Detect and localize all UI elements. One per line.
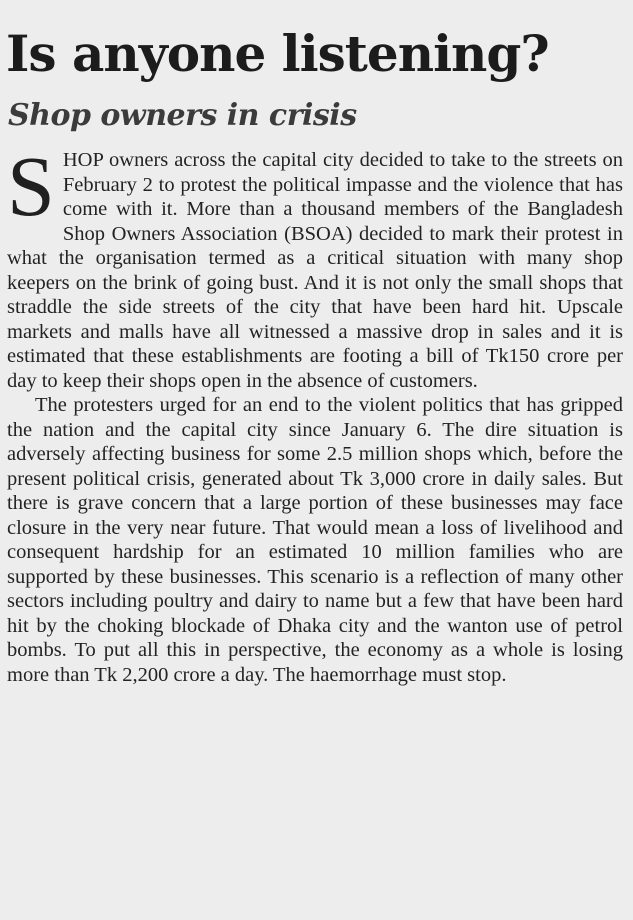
paragraph-1 [7, 138, 623, 393]
paragraph-2: The protesters urged for an end to the violent politics that has gripped the nation and the capital city since January 6. The dire situation is adversely affecting business for some 2.5 million shops which, before the present political crisis, generated about Tk 3,000 crore in daily sales. But there is grave concern that a large portion of these businesses may face closure in the very near future. That would mean a loss of livelihood and consequent hardship for an estimated 10 million families who are supported by these businesses. This scenario is a reflection of many other sectors including poultry and dairy to name but a few that have been hard hit by the choking blockade of Dhaka city and the wanton use of petrol bombs. To put all this in perspective, the economy as a whole is losing more than Tk 2,200 crore a day. The haemorrhage must stop. [7, 394, 623, 686]
paragraph-1-text: HOP owners across the capital city decided to take to the streets on February 2 to protest the political impasse and the violence that has come with it. More than a thousand members of the Bangladesh Shop Owners Association (BSOA) decided to mark their protest in what the organisation termed as a critical situation with many shop keepers on the brink of going bust. And it is not only the small shops that straddle the side streets of the city that have been hard hit. Upscale markets and malls have all witnessed a massive drop in sales and it is estimated that these establishments are footing a bill of Tk150 crore per day to keep their shops open in the absence of customers. [7, 149, 623, 392]
headline: Is anyone listening? [6, 24, 549, 83]
article-body [7, 138, 623, 687]
subheadline: Shop owners in crisis [8, 98, 357, 133]
drop-cap: S [7, 138, 55, 234]
